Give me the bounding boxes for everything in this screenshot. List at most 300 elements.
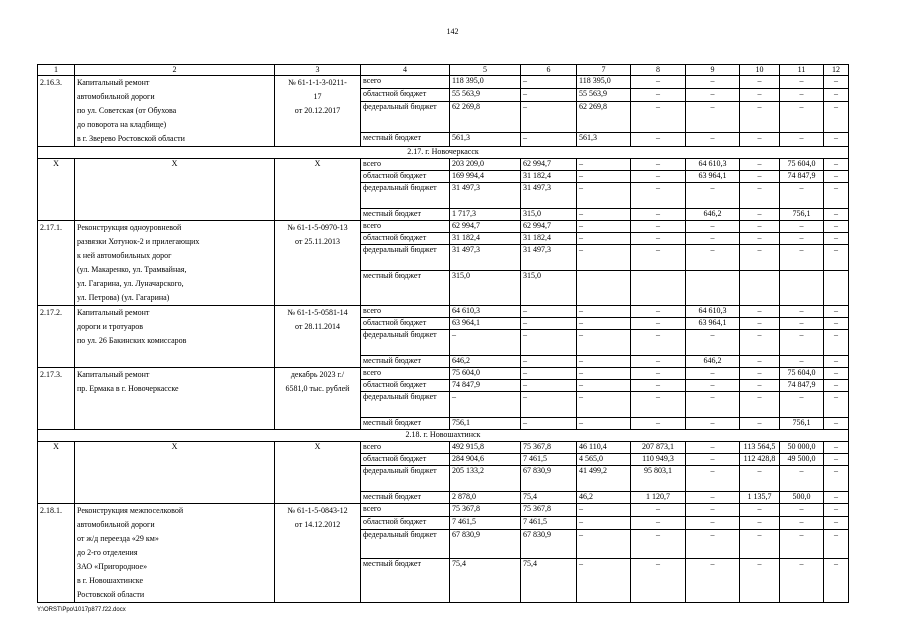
document-line: декабрь 2023 г./ <box>290 370 345 379</box>
amount-cell: – <box>521 132 577 146</box>
amount-cell: – <box>577 558 631 602</box>
amount-cell: – <box>686 102 740 133</box>
amount-cell: – <box>740 159 780 171</box>
document-cell <box>275 221 361 306</box>
amount-cell: – <box>686 558 740 602</box>
amount-cell: 315,0 <box>521 209 577 221</box>
object-name-line: Реконструкция межпоселковой <box>77 506 184 515</box>
amount-cell: – <box>631 530 686 559</box>
amount-cell: 646,2 <box>686 209 740 221</box>
amount-cell: – <box>780 530 824 559</box>
amount-cell: – <box>521 368 577 380</box>
amount-cell: – <box>824 306 849 318</box>
amount-cell: 55 563,9 <box>450 89 521 102</box>
amount-cell: – <box>521 102 577 133</box>
amount-cell: – <box>686 89 740 102</box>
object-name-line: до 2-го отделения <box>77 548 138 557</box>
funding-source-cell: всего <box>361 221 450 233</box>
amount-cell: 74 847,9 <box>780 171 824 183</box>
amount-cell: – <box>631 171 686 183</box>
amount-cell: – <box>686 221 740 233</box>
amount-cell: 1 120,7 <box>631 492 686 504</box>
header-cell: 12 <box>824 65 849 76</box>
table-row <box>38 442 849 454</box>
amount-cell: – <box>780 221 824 233</box>
amount-cell: – <box>631 558 686 602</box>
object-name-line: ул. Петрова) (ул. Гагарина) <box>77 293 170 302</box>
amount-cell: – <box>686 76 740 89</box>
amount-cell: – <box>824 454 849 466</box>
amount-cell: – <box>450 330 521 356</box>
amount-cell: – <box>824 102 849 133</box>
header-cell: 7 <box>577 65 631 76</box>
amount-cell: – <box>740 318 780 330</box>
amount-cell: 1 135,7 <box>740 492 780 504</box>
funding-source-cell: местный бюджет <box>361 492 450 504</box>
amount-cell: – <box>631 132 686 146</box>
amount-cell: 74 847,9 <box>780 380 824 392</box>
amount-cell: 315,0 <box>450 271 521 306</box>
amount-cell: 31 182,4 <box>450 233 521 245</box>
amount-cell: – <box>521 380 577 392</box>
funding-source-cell: областной бюджет <box>361 89 450 102</box>
amount-cell: – <box>780 330 824 356</box>
object-name-cell <box>75 221 275 306</box>
funding-source-cell: федеральный бюджет <box>361 392 450 418</box>
amount-cell: – <box>780 233 824 245</box>
amount-cell: – <box>824 504 849 517</box>
amount-cell: – <box>824 492 849 504</box>
document-line: 17 <box>313 92 322 101</box>
amount-cell: – <box>521 306 577 318</box>
amount-cell: – <box>740 330 780 356</box>
amount-cell: – <box>577 418 631 430</box>
amount-cell: 75 367,8 <box>521 504 577 517</box>
amount-cell: 74 847,9 <box>450 380 521 392</box>
amount-cell: 46 110,4 <box>577 442 631 454</box>
amount-cell: – <box>577 517 631 530</box>
header-cell: 3 <box>275 65 361 76</box>
funding-source-cell: федеральный бюджет <box>361 245 450 271</box>
amount-cell: – <box>631 233 686 245</box>
amount-cell: 50 000,0 <box>780 442 824 454</box>
amount-cell: 492 915,8 <box>450 442 521 454</box>
object-name-line: Реконструкция одноуровневой <box>77 223 182 232</box>
amount-cell: 2 878,0 <box>450 492 521 504</box>
amount-cell: 118 395,0 <box>577 76 631 89</box>
amount-cell: 205 133,2 <box>450 466 521 492</box>
amount-cell: – <box>740 102 780 133</box>
item-number-cell <box>38 504 75 603</box>
amount-cell: – <box>577 233 631 245</box>
amount-cell: 203 209,0 <box>450 159 521 171</box>
amount-cell: 31 497,3 <box>450 183 521 209</box>
table-row <box>38 504 849 517</box>
amount-cell: 118 395,0 <box>450 76 521 89</box>
amount-cell: – <box>577 504 631 517</box>
amount-cell: – <box>740 517 780 530</box>
amount-cell: 1 717,3 <box>450 209 521 221</box>
amount-cell: 63 964,1 <box>686 171 740 183</box>
amount-cell: – <box>824 442 849 454</box>
amount-cell: 64 610,3 <box>686 159 740 171</box>
amount-cell: – <box>824 392 849 418</box>
amount-cell: 169 994,4 <box>450 171 521 183</box>
amount-cell: – <box>686 466 740 492</box>
amount-cell: – <box>740 530 780 559</box>
header-cell: 6 <box>521 65 577 76</box>
amount-cell: – <box>577 245 631 271</box>
amount-cell: – <box>824 380 849 392</box>
amount-cell: – <box>780 183 824 209</box>
funding-source-cell: областной бюджет <box>361 233 450 245</box>
amount-cell: – <box>521 76 577 89</box>
amount-cell: 67 830,9 <box>521 466 577 492</box>
funding-source-cell: областной бюджет <box>361 380 450 392</box>
amount-cell: 646,2 <box>450 356 521 368</box>
amount-cell: – <box>686 233 740 245</box>
amount-cell: – <box>686 392 740 418</box>
table-row <box>38 306 849 318</box>
amount-cell: – <box>521 418 577 430</box>
object-name-line: дороги и тротуаров <box>77 322 144 331</box>
amount-cell: – <box>631 418 686 430</box>
header-cell: 9 <box>686 65 740 76</box>
amount-cell: 75 604,0 <box>780 159 824 171</box>
item-number-cell <box>38 306 75 368</box>
amount-cell: – <box>780 517 824 530</box>
amount-cell: – <box>521 330 577 356</box>
document-line: от 20.12.2017 <box>294 106 341 115</box>
amount-cell: 646,2 <box>686 356 740 368</box>
amount-cell: – <box>780 558 824 602</box>
document-line: от 28.11.2014 <box>294 322 341 331</box>
amount-cell: – <box>740 89 780 102</box>
amount-cell: 63 964,1 <box>450 318 521 330</box>
amount-cell: – <box>686 380 740 392</box>
funding-source-cell: всего <box>361 76 450 89</box>
object-name-line: ул. Гагарина, ул. Луначарского, <box>77 279 184 288</box>
amount-cell: – <box>824 245 849 271</box>
amount-cell: 64 610,3 <box>450 306 521 318</box>
header-cell: 5 <box>450 65 521 76</box>
document-line: № 61-1-5-0581-14 <box>287 308 348 317</box>
amount-cell: 756,1 <box>780 418 824 430</box>
amount-cell: 7 461,5 <box>521 517 577 530</box>
amount-cell: – <box>824 558 849 602</box>
amount-cell: 31 497,3 <box>450 245 521 271</box>
amount-cell: 95 803,1 <box>631 466 686 492</box>
amount-cell: – <box>686 504 740 517</box>
object-name-line: к ней автомобильных дорог <box>77 251 172 260</box>
amount-cell: 561,3 <box>450 132 521 146</box>
amount-cell: – <box>824 530 849 559</box>
table-row <box>38 368 849 380</box>
funding-source-cell: федеральный бюджет <box>361 102 450 133</box>
object-name-line: ЗАО «Пригородное» <box>77 562 148 571</box>
amount-cell <box>824 271 849 306</box>
amount-cell: – <box>631 392 686 418</box>
funding-source-cell: местный бюджет <box>361 271 450 306</box>
table-row <box>38 159 849 171</box>
amount-cell: – <box>740 233 780 245</box>
table-row <box>38 221 849 233</box>
amount-cell: – <box>740 245 780 271</box>
funding-source-cell: всего <box>361 159 450 171</box>
table-row <box>38 76 849 89</box>
object-name-line: развязки Хотунок-2 и прилегающих <box>77 237 200 246</box>
section-row <box>38 147 849 159</box>
amount-cell: – <box>631 89 686 102</box>
amount-cell: – <box>577 209 631 221</box>
funding-source-cell: местный бюджет <box>361 558 450 602</box>
amount-cell: – <box>824 466 849 492</box>
amount-cell: 75 604,0 <box>450 368 521 380</box>
item-number-cell: Х <box>38 442 75 504</box>
amount-cell <box>740 271 780 306</box>
item-number: 2.17.1. <box>40 223 62 232</box>
document-cell: Х <box>275 159 361 221</box>
amount-cell: – <box>780 102 824 133</box>
document-line: № 61-1-5-0970-13 <box>287 223 348 232</box>
amount-cell: – <box>631 221 686 233</box>
amount-cell: – <box>740 392 780 418</box>
amount-cell: 756,1 <box>780 209 824 221</box>
amount-cell <box>686 271 740 306</box>
amount-cell: 75,4 <box>450 558 521 602</box>
section-title: 2.18. г. Новошахтинск <box>38 430 849 442</box>
item-number: 2.17.2. <box>40 308 62 317</box>
amount-cell: 315,0 <box>521 271 577 306</box>
amount-cell: – <box>740 132 780 146</box>
amount-cell: – <box>686 330 740 356</box>
amount-cell: – <box>686 183 740 209</box>
item-number: 2.18.1. <box>40 506 62 515</box>
amount-cell: – <box>521 318 577 330</box>
amount-cell: – <box>631 368 686 380</box>
amount-cell: – <box>577 530 631 559</box>
amount-cell: 75 367,8 <box>521 442 577 454</box>
amount-cell: 31 182,4 <box>521 233 577 245</box>
document-line: от 14.12.2012 <box>294 520 341 529</box>
amount-cell: – <box>577 159 631 171</box>
amount-cell: – <box>521 356 577 368</box>
funding-source-cell: местный бюджет <box>361 209 450 221</box>
amount-cell: 31 497,3 <box>521 245 577 271</box>
funding-source-cell: местный бюджет <box>361 356 450 368</box>
header-cell: 4 <box>361 65 450 76</box>
amount-cell: – <box>631 318 686 330</box>
amount-cell: – <box>686 530 740 559</box>
amount-cell: – <box>631 76 686 89</box>
document-line: от 25.11.2013 <box>294 237 341 246</box>
amount-cell: 62 269,8 <box>577 102 631 133</box>
amount-cell: – <box>577 330 631 356</box>
amount-cell: – <box>631 504 686 517</box>
amount-cell: – <box>824 76 849 89</box>
amount-cell: – <box>740 183 780 209</box>
amount-cell: – <box>631 356 686 368</box>
item-number-cell: Х <box>38 159 75 221</box>
funding-source-cell: областной бюджет <box>361 517 450 530</box>
amount-cell <box>780 271 824 306</box>
amount-cell: 284 904,6 <box>450 454 521 466</box>
amount-cell: – <box>577 380 631 392</box>
amount-cell: 112 428,8 <box>740 454 780 466</box>
funding-source-cell: всего <box>361 504 450 517</box>
amount-cell: 207 873,1 <box>631 442 686 454</box>
amount-cell: – <box>631 159 686 171</box>
amount-cell: 75,4 <box>521 558 577 602</box>
amount-cell: 64 610,3 <box>686 306 740 318</box>
amount-cell: – <box>740 466 780 492</box>
amount-cell: – <box>740 356 780 368</box>
funding-source-cell: местный бюджет <box>361 132 450 146</box>
amount-cell: – <box>824 233 849 245</box>
funding-source-cell: федеральный бюджет <box>361 183 450 209</box>
amount-cell: – <box>824 183 849 209</box>
funding-source-cell: федеральный бюджет <box>361 466 450 492</box>
object-name-line: Капитальный ремонт <box>77 370 150 379</box>
amount-cell: – <box>521 89 577 102</box>
amount-cell: 7 461,5 <box>521 454 577 466</box>
amount-cell: 75,4 <box>521 492 577 504</box>
document-cell <box>275 306 361 368</box>
object-name-line: Ростовской области <box>77 590 145 599</box>
amount-cell: 62 994,7 <box>450 221 521 233</box>
amount-cell: 62 994,7 <box>521 159 577 171</box>
amount-cell: – <box>577 183 631 209</box>
funding-source-cell: местный бюджет <box>361 418 450 430</box>
object-name-cell: Х <box>75 159 275 221</box>
amount-cell: – <box>686 132 740 146</box>
amount-cell: 67 830,9 <box>521 530 577 559</box>
document-line: № 61-1-5-0843-12 <box>287 506 348 515</box>
item-number-cell <box>38 368 75 430</box>
amount-cell: – <box>780 466 824 492</box>
object-name-line: по ул. Советская (от Обухова <box>77 106 177 115</box>
funding-source-cell: всего <box>361 306 450 318</box>
amount-cell: – <box>740 504 780 517</box>
amount-cell: – <box>824 330 849 356</box>
object-name-line: до поворота на кладбище) <box>77 120 167 129</box>
document-cell <box>275 76 361 147</box>
amount-cell: – <box>686 418 740 430</box>
amount-cell: 63 964,1 <box>686 318 740 330</box>
amount-cell: – <box>686 442 740 454</box>
amount-cell: – <box>577 368 631 380</box>
document-line: 6581,0 тыс. рублей <box>285 384 350 393</box>
item-number: 2.17.3. <box>40 370 62 379</box>
document-cell <box>275 504 361 603</box>
amount-cell: – <box>686 245 740 271</box>
amount-cell: – <box>780 356 824 368</box>
object-name-line: Капитальный ремонт <box>77 308 150 317</box>
amount-cell: – <box>740 76 780 89</box>
funding-source-cell: федеральный бюджет <box>361 530 450 559</box>
amount-cell: – <box>686 517 740 530</box>
amount-cell: 62 994,7 <box>521 221 577 233</box>
amount-cell: 4 565,0 <box>577 454 631 466</box>
amount-cell: – <box>740 380 780 392</box>
amount-cell: 756,1 <box>450 418 521 430</box>
amount-cell: – <box>780 132 824 146</box>
object-name-line: пр. Ермака в г. Новочеркасске <box>77 384 179 393</box>
amount-cell: – <box>780 318 824 330</box>
amount-cell: 55 563,9 <box>577 89 631 102</box>
header-row <box>38 65 849 76</box>
amount-cell: 110 949,3 <box>631 454 686 466</box>
object-name-line: по ул. 26 Бакинских комиссаров <box>77 336 187 345</box>
amount-cell: – <box>824 418 849 430</box>
document-cell <box>275 368 361 430</box>
amount-cell <box>577 271 631 306</box>
amount-cell: – <box>740 306 780 318</box>
document-line: № 61-1-1-3-0211- <box>288 78 347 87</box>
amount-cell: 31 497,3 <box>521 183 577 209</box>
amount-cell: 31 182,4 <box>521 171 577 183</box>
header-cell: 1 <box>38 65 75 76</box>
amount-cell: – <box>824 89 849 102</box>
section-row <box>38 430 849 442</box>
amount-cell: – <box>824 171 849 183</box>
amount-cell: – <box>577 318 631 330</box>
amount-cell: – <box>740 558 780 602</box>
amount-cell: 561,3 <box>577 132 631 146</box>
amount-cell: – <box>824 517 849 530</box>
amount-cell: – <box>577 221 631 233</box>
object-name-cell <box>75 504 275 603</box>
amount-cell: – <box>577 356 631 368</box>
item-number: 2.16.3. <box>40 78 62 87</box>
object-name-line: Капитальный ремонт <box>77 78 150 87</box>
amount-cell: – <box>631 330 686 356</box>
file-path-footer: Y:\ORST\Ppo\1017p877.f22.docx <box>37 607 126 613</box>
funding-source-cell: федеральный бюджет <box>361 330 450 356</box>
amount-cell: – <box>740 171 780 183</box>
amount-cell: – <box>577 171 631 183</box>
document-cell: Х <box>275 442 361 504</box>
amount-cell: – <box>686 454 740 466</box>
object-name-cell <box>75 76 275 147</box>
amount-cell: – <box>780 392 824 418</box>
amount-cell: – <box>740 221 780 233</box>
amount-cell: 7 461,5 <box>450 517 521 530</box>
amount-cell: 75 367,8 <box>450 504 521 517</box>
amount-cell: – <box>631 245 686 271</box>
amount-cell: – <box>824 209 849 221</box>
amount-cell: – <box>631 306 686 318</box>
object-name-cell <box>75 368 275 430</box>
header-cell: 11 <box>780 65 824 76</box>
amount-cell: 49 500,0 <box>780 454 824 466</box>
amount-cell: – <box>740 368 780 380</box>
item-number-cell <box>38 221 75 306</box>
header-cell: 2 <box>75 65 275 76</box>
amount-cell: 113 564,5 <box>740 442 780 454</box>
amount-cell <box>631 271 686 306</box>
amount-cell: – <box>577 392 631 418</box>
amount-cell: – <box>824 132 849 146</box>
funding-source-cell: областной бюджет <box>361 318 450 330</box>
amount-cell: – <box>780 504 824 517</box>
object-name-line: в г. Новошахтинске <box>77 576 144 585</box>
amount-cell: – <box>824 368 849 380</box>
object-name-line: (ул. Макаренко, ул. Трамвайная, <box>77 265 187 274</box>
amount-cell: 62 269,8 <box>450 102 521 133</box>
amount-cell: – <box>631 102 686 133</box>
amount-cell: – <box>740 209 780 221</box>
